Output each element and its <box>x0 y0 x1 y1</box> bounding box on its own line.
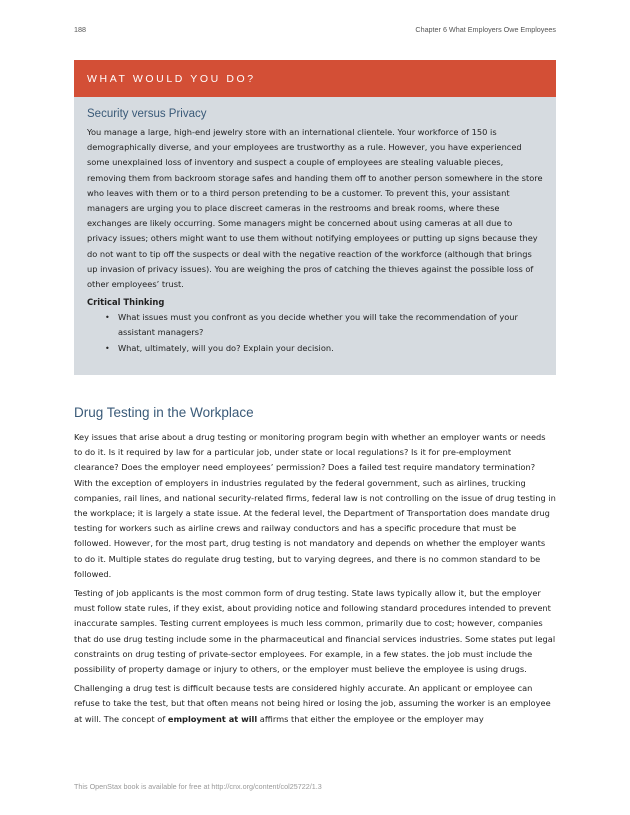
footer-note: This OpenStax book is available for free at http://cnx.org/content/col25722/1.3 <box>74 782 322 791</box>
section-title: Drug Testing in the Workplace <box>74 405 254 420</box>
list-item: • What, ultimately, will you do? Explain your decision. <box>105 341 543 356</box>
paragraph-3-start: Challenging a drug test is difficult because tests are considered highly accurate. An applicant or employee can refuse to take the test, but that often means not being hired or losing the job, assuming the worker is an employee at will. The concept of <box>74 683 551 724</box>
feature-header <box>74 60 556 97</box>
paragraph-3-end: affirms that either the employee or the employer may <box>257 713 484 724</box>
critical-thinking-heading: Critical Thinking <box>87 297 165 308</box>
section-body <box>74 430 556 731</box>
page-number: 188 <box>74 25 86 34</box>
critical-thinking-list <box>87 310 543 356</box>
paragraph-2: Testing of job applicants is the most common form of drug testing. State laws typically allow it, but the employer must follow state rules, if they exist, about providing notice and following standard procedures intended to prevent inaccurate samples. Testing current employees is much less common, primarily due to cost; however, companies that do use drug testing include some in the pharmaceutical and financial services industries. Some states put legal constraints on drug testing of private-sector employees. For example, in a few states. the job must include the possibility of property damage or injury to others, or the employer must believe the employee is using drugs. <box>74 588 556 675</box>
list-item: • What issues must you confront as you decide whether you will take the recommendation of your assistant managers? <box>105 310 543 340</box>
key-term-employment-at-will: employment at will <box>167 713 258 724</box>
chapter-title: Chapter 6 What Employers Owe Employees <box>415 25 556 34</box>
feature-paragraph: You manage a large, high-end jewelry store with an international clientele. Your workforce of 150 is demographically diverse, and your employees are trustworthy as a rule. However, you have experienced some unexplained loss of inventory and suspect a couple of employees are stealing valuable pieces, removing them from backroom storage safes and handing them off to another person somewhere in the store who leaves with them or to a third person pretending to be a customer. To prevent this, your assistant managers are urging you to place discreet cameras in the restrooms and break rooms, where these exchanges are likely occurring. Some managers might be concerned about using cameras at all due to privacy issues; others might want to use them without notifying employees or putting up signs because they do not want to tip off the suspects or deal with the negative reaction of the workforce (although that brings up invasion of privacy issues). You are weighing the pros of catching the thieves against the possible loss of other employees’ trust. <box>87 127 543 290</box>
feature-title: Security versus Privacy <box>87 108 207 120</box>
paragraph-3 <box>74 681 556 727</box>
paragraph-1: Key issues that arise about a drug testing or monitoring program begin with whether an employer wants or needs to do it. Is it required by law for a particular job, under state or local regulations? Is it for pre-employment clearance? Does the employer need employees’ permission? Does a failed test require mandatory termination? With the exception of employers in industries regulated by the federal government, such as airlines, trucking companies, rail lines, and national security-related firms, federal law is not controlling on the issue of drug testing in the workplace; it is largely a state issue. At the federal level, the Department of Transportation does mandate drug testing for workers such as airline crews and railway conductors and has a specific procedure that must be followed. However, for the most part, drug testing is not mandatory and depends on whether the employer wants to do it. Multiple states do regulate drug testing, but to varying degrees, and there is no common standard to be followed. <box>74 432 556 579</box>
what-would-you-do-box <box>74 60 556 375</box>
feature-body <box>74 97 556 356</box>
feature-label: WHAT WOULD YOU DO? <box>87 72 256 85</box>
